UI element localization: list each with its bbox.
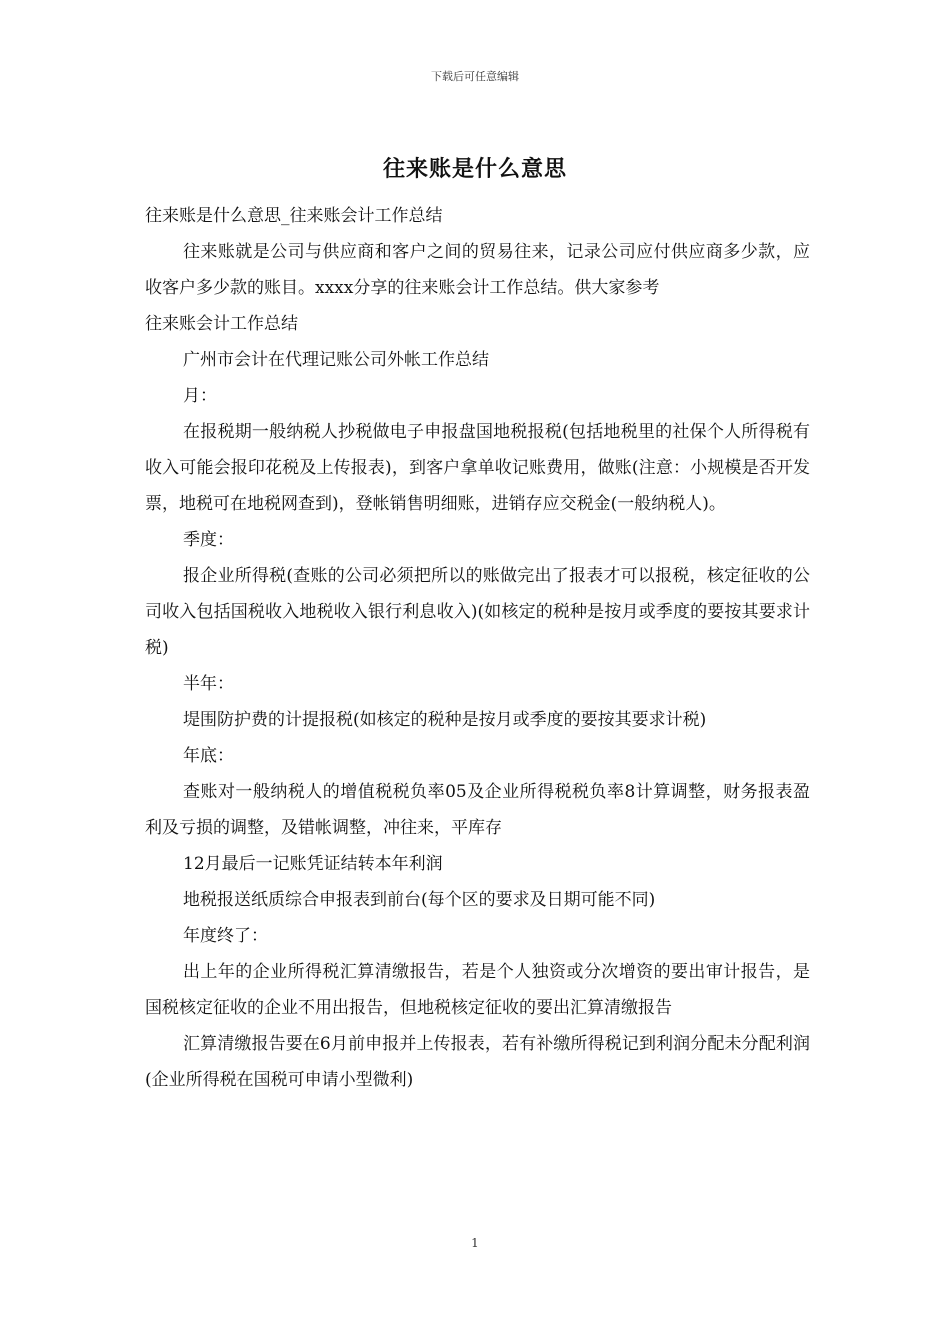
paragraph: 查账对一般纳税人的增值税税负率05及企业所得税税负率8计算调整，财务报表盈利及亏损的调整，及错帐调整，冲往来，平库存 — [145, 782, 810, 838]
header-note: 下载后可任意编辑 — [431, 70, 519, 83]
paragraph: 出上年的企业所得税汇算清缴报告，若是个人独资或分次增资的要出审计报告，是国税核定征收的企业不用出报告，但地税核定征收的要出汇算清缴报告 — [145, 962, 810, 1018]
document-body — [145, 198, 810, 1098]
section-heading: 往来账会计工作总结 — [145, 314, 298, 334]
paragraph: 地税报送纸质综合申报表到前台(每个区的要求及日期可能不同) — [183, 890, 656, 910]
period-label-half-year: 半年： — [183, 674, 234, 694]
paragraph: 汇算清缴报告要在6月前申报并上传报表，若有补缴所得税记到利润分配未分配利润(企业所得税在国税可申请小型微利) — [145, 1034, 810, 1090]
page-number: 1 — [471, 1236, 479, 1250]
paragraph: 堤围防护费的计提报税(如核定的税种是按月或季度的要按其要求计税) — [183, 710, 707, 730]
period-label-quarterly: 季度： — [183, 530, 234, 550]
document-title: 往来账是什么意思 — [382, 156, 567, 182]
period-label-annual-close: 年度终了： — [183, 926, 268, 946]
paragraph: 广州市会计在代理记账公司外帐工作总结 — [183, 350, 489, 370]
period-label-year-end: 年底： — [183, 746, 234, 766]
paragraph: 12月最后一记账凭证结转本年利润 — [183, 854, 443, 874]
period-label-monthly: 月： — [183, 386, 217, 406]
paragraph: 报企业所得税(查账的公司必须把所以的账做完出了报表才可以报税，核定征收的公司收入包括国税收入地税收入银行利息收入)(如核定的税种是按月或季度的要按其要求计税) — [145, 566, 810, 658]
subtitle-line: 往来账是什么意思_往来账会计工作总结 — [145, 206, 443, 226]
intro-paragraph: 往来账就是公司与供应商和客户之间的贸易往来，记录公司应付供应商多少款，应收客户多少款的账目。xxxx分享的往来账会计工作总结。供大家参考 — [145, 242, 810, 298]
paragraph: 在报税期一般纳税人抄税做电子申报盘国地税报税(包括地税里的社保个人所得税有收入可能会报印花税及上传报表)，到客户拿单收记账费用，做账(注意：小规模是否开发票，地税可在地税网查到)，登帐销售明细账，进销存应交税金(一般纳税人)。 — [145, 422, 810, 514]
